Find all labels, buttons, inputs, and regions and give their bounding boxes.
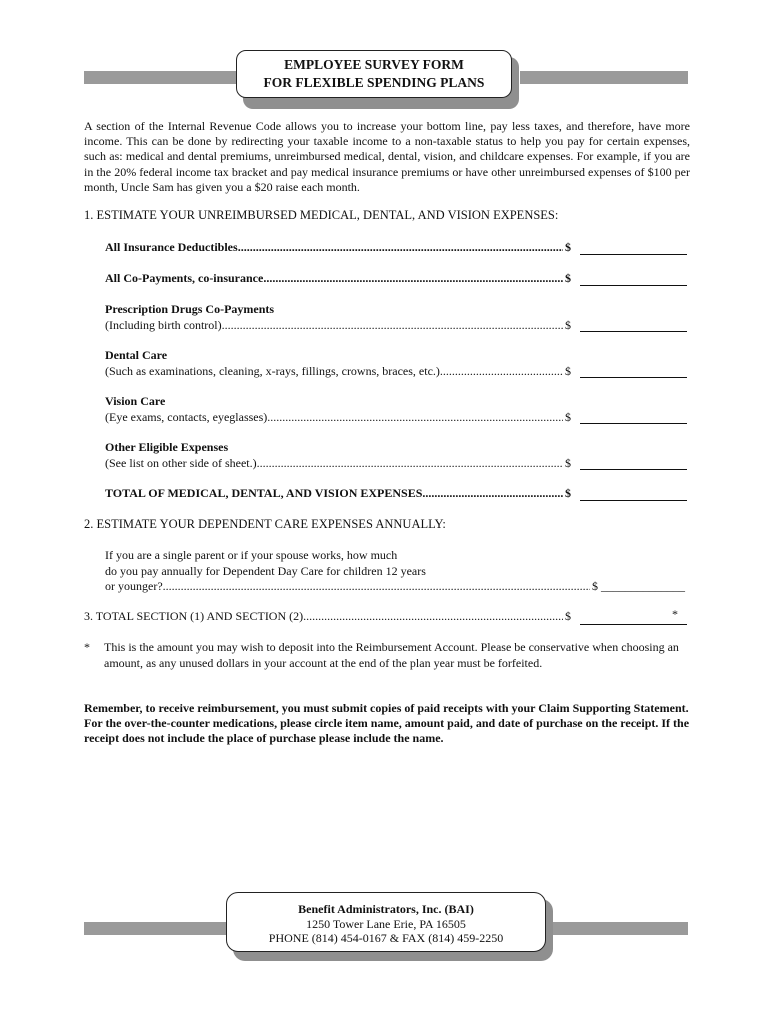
item-vision-care: [105, 394, 571, 425]
item-sub: (Eye exams, contacts, eyeglasses): [105, 409, 268, 424]
header-bar-left: [84, 71, 244, 84]
amount-field-dental[interactable]: [580, 377, 687, 378]
section-3-heading: 3. TOTAL SECTION (1) AND SECTION (2): [84, 609, 304, 623]
dependent-care-question: [105, 548, 685, 595]
dollar-sign: $: [565, 486, 571, 500]
dollar-sign: $: [565, 240, 571, 254]
item-title: Dental Care: [105, 348, 168, 362]
note-text: This is the amount you may wish to deposit into the Reimbursement Account. Please be conservative when choosing an amount, as any unused dollars in your account at the end of the plan year must be forfeited.: [104, 640, 679, 670]
item-title: All Co-Payments, co-insurance: [105, 271, 264, 285]
total-label: TOTAL OF MEDICAL, DENTAL, AND VISION EXPENSES: [105, 486, 423, 500]
item-dental-care: [105, 348, 571, 379]
conservative-note: [84, 640, 690, 671]
item-title: All Insurance Deductibles: [105, 240, 238, 254]
footer-bar-left: [84, 922, 230, 935]
dollar-sign: $: [565, 363, 571, 378]
dollar-sign: $: [565, 271, 571, 285]
item-title: Other Eligible Expenses: [105, 440, 229, 454]
item-prescription-drugs: [105, 302, 571, 333]
item-title: Vision Care: [105, 394, 166, 408]
item-sub: (Including birth control): [105, 317, 222, 332]
section-1-heading: 1. ESTIMATE YOUR UNREIMBURSED MEDICAL, DENTAL, AND VISION EXPENSES:: [84, 208, 559, 222]
item-co-payments: [105, 271, 571, 287]
section-2-heading: 2. ESTIMATE YOUR DEPENDENT CARE EXPENSES ANNUALLY:: [84, 517, 446, 531]
dollar-sign: $: [565, 317, 571, 332]
dollar-sign: $: [565, 409, 571, 424]
item-total-medical: [105, 486, 571, 502]
company-address: 1250 Tower Lane Erie, PA 16505: [306, 916, 466, 931]
title-line-1: EMPLOYEE SURVEY FORM: [284, 57, 464, 72]
amount-field-vision[interactable]: [580, 423, 687, 424]
amount-field-prescription[interactable]: [580, 331, 687, 332]
company-name: Benefit Administrators, Inc. (BAI): [298, 902, 474, 916]
company-info-box: [226, 892, 546, 952]
title-line-2: FOR FLEXIBLE SPENDING PLANS: [263, 75, 485, 90]
intro-paragraph: A section of the Internal Revenue Code allows you to increase your bottom line, pay less taxes, and therefore, have more income. This can be done by redirecting your taxable income to a non-taxable status to help you pay for certain expenses, such as: medical and dental premiums, unreimbursed medical, dental, vision, and childcare expenses. For example, if you are in the 20% federal income tax bracket and pay medical insurance premiums or have other unreimbursed expenses of $100 per month, Uncle Sam has given you a $20 raise each month.: [84, 119, 690, 194]
item-insurance-deductibles: [105, 240, 571, 256]
dependent-line-2: do you pay annually for Dependent Day Care for children 12 years: [105, 563, 426, 578]
header-bar-right: [520, 71, 688, 84]
reimbursement-reminder: Remember, to receive reimbursement, you must submit copies of paid receipts with your Claim Supporting Statement. For the over-the-counter medications, please circle item name, amount paid, and date of purchase on the receipt. If the receipt does not include the place of purchase please include the name.: [84, 701, 690, 746]
grand-total-asterisk: *: [672, 607, 678, 621]
amount-field-grand-total[interactable]: [580, 624, 687, 625]
dollar-sign: $: [565, 609, 571, 623]
item-title: Prescription Drugs Co-Payments: [105, 302, 275, 316]
amount-field-other[interactable]: [580, 469, 687, 470]
dependent-line-1: If you are a single parent or if your spouse works, how much: [105, 548, 398, 562]
item-sub: (See list on other side of sheet.): [105, 455, 257, 470]
section-3-row: [84, 609, 571, 625]
amount-field-deductibles[interactable]: [580, 254, 687, 255]
dependent-care-amount-field[interactable]: $ ______________: [592, 579, 685, 593]
amount-field-co-payments[interactable]: [580, 285, 687, 286]
item-sub: (Such as examinations, cleaning, x-rays, fillings, crowns, braces, etc.): [105, 363, 440, 378]
company-phone-fax: PHONE (814) 454-0167 & FAX (814) 459-2250: [268, 931, 504, 945]
amount-field-total-medical[interactable]: [580, 500, 687, 501]
dependent-line-3: or younger?: [105, 579, 163, 593]
footer-bar-right: [552, 922, 688, 935]
dollar-sign: $: [565, 455, 571, 470]
form-title: [236, 50, 512, 98]
item-other-expenses: [105, 440, 571, 471]
note-asterisk: *: [84, 640, 90, 654]
